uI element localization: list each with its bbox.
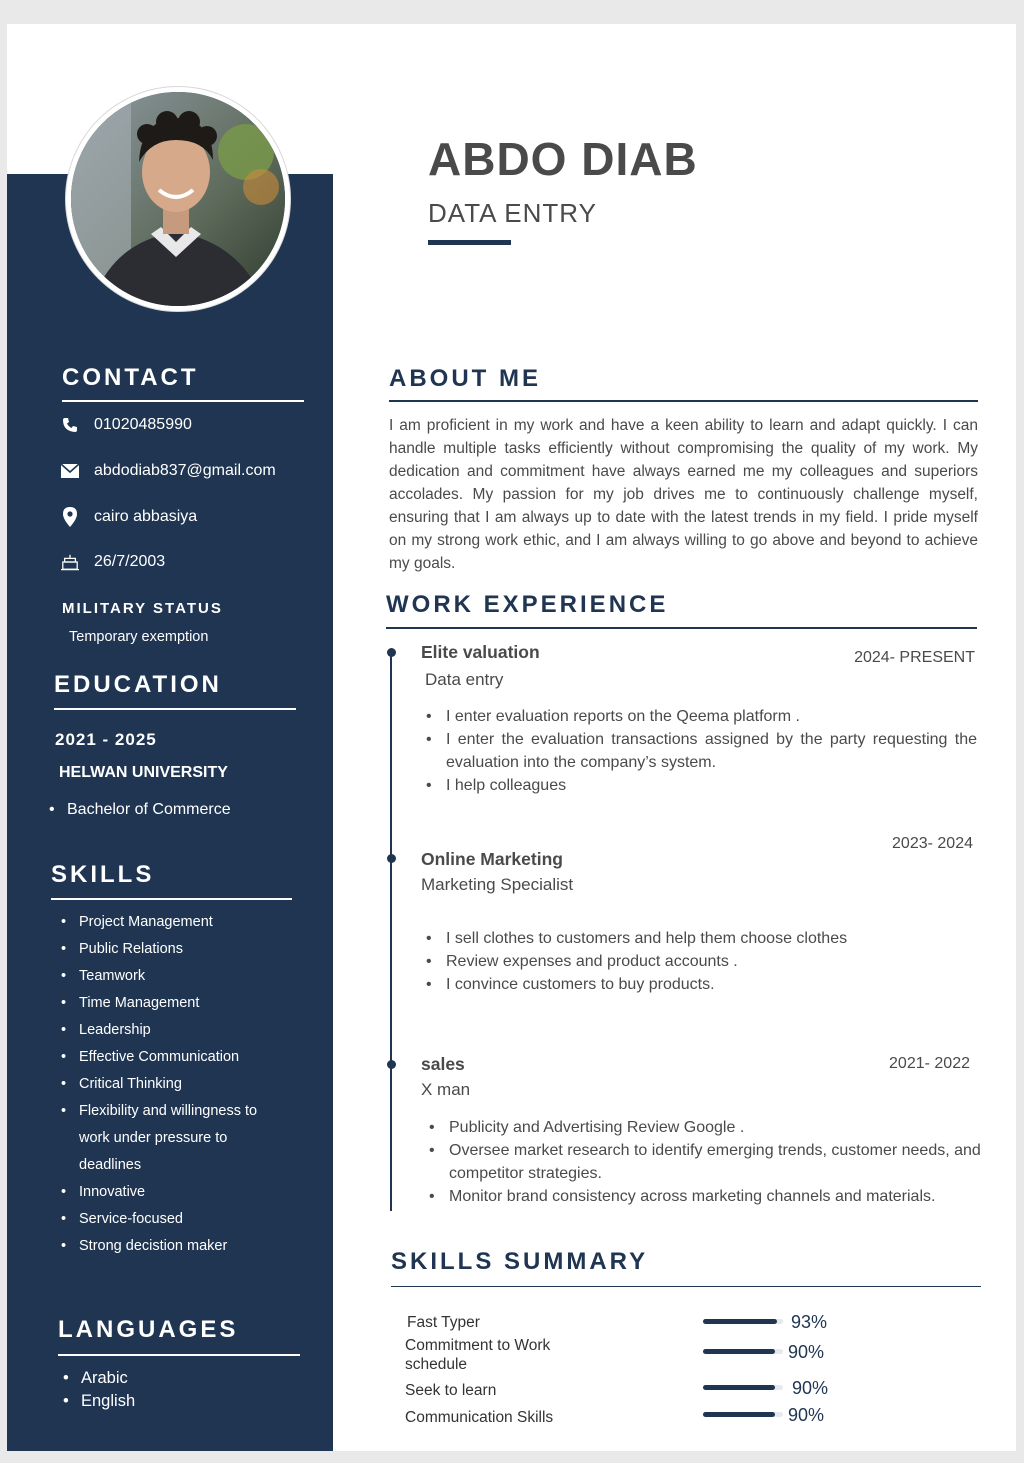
skill-item: • Innovative <box>61 1179 257 1206</box>
job-bullet: • I enter the evaluation transactions assigned by the party requesting the evaluation into the company’s system. <box>426 728 977 774</box>
skill-summary-bar <box>703 1412 775 1417</box>
about-divider <box>389 400 978 402</box>
job-company: Online Marketing <box>421 849 563 869</box>
skills-summary-divider <box>391 1286 981 1287</box>
languages-divider <box>58 1354 300 1356</box>
skill-item: • Leadership <box>61 1017 257 1044</box>
university-name: HELWAN UNIVERSITY <box>59 764 228 781</box>
skill-summary-percent: 90% <box>788 1405 825 1425</box>
job-bullet: • I enter evaluation reports on the Qeema platform . <box>426 705 977 728</box>
skill-item: • Time Management <box>61 990 257 1017</box>
job-company: sales <box>421 1054 465 1074</box>
military-status-value: Temporary exemption <box>69 629 209 645</box>
job-bullet: • I convince customers to buy products. <box>426 973 977 996</box>
education-divider <box>54 708 296 710</box>
job-dates: 2024- PRESENT <box>854 649 975 666</box>
about-heading: ABOUT ME <box>389 365 541 392</box>
languages-list <box>63 1367 135 1413</box>
skill-item: • Critical Thinking <box>61 1071 257 1098</box>
languages-heading: LANGUAGES <box>58 1316 239 1343</box>
about-text: I am proficient in my work and have a keen ability to learn and adapt quickly. I can handle multiple tasks efficiently without compromising the quality of my work. My dedication and commitment have always earned me my colleagues and superiors accolades. My passion for my job drives me to continuously challenge myself, ensuring that I am always up to date with the latest trends in my field. I pride myself on my strong work ethic, and I am always willing to go above and beyond to achieve my goals. <box>389 417 978 572</box>
skill-summary-label: Fast Typer <box>407 1314 480 1331</box>
skill-summary-bar <box>703 1319 777 1324</box>
skills-divider <box>51 898 292 900</box>
location-pin-icon <box>61 508 79 526</box>
candidate-role: DATA ENTRY <box>428 198 597 228</box>
job-bullet: • Monitor brand consistency across marketing channels and materials. <box>429 1185 985 1208</box>
degree-list <box>49 801 231 819</box>
skill-summary-bar <box>703 1385 775 1390</box>
phone-number[interactable]: 01020485990 <box>94 416 192 433</box>
location-text: cairo abbasiya <box>94 508 198 525</box>
skills-heading: SKILLS <box>51 861 155 888</box>
contact-phone <box>61 416 192 434</box>
education-heading: EDUCATION <box>54 671 222 698</box>
contact-email <box>61 462 276 480</box>
skill-item: • Strong decistion maker <box>61 1233 257 1260</box>
job-company: Elite valuation <box>421 642 540 662</box>
contact-birthdate <box>61 553 165 571</box>
contact-location <box>61 508 197 526</box>
job-bullets <box>426 705 977 797</box>
job-bullet: • I help colleagues <box>426 774 977 797</box>
military-status-heading: MILITARY STATUS <box>62 600 223 617</box>
timeline-dot <box>387 1060 396 1069</box>
job-bullets <box>429 1116 985 1208</box>
skill-summary-bar <box>703 1349 775 1354</box>
job-dates: 2021- 2022 <box>889 1055 970 1072</box>
skills-list <box>61 909 257 1260</box>
birthday-cake-icon <box>61 553 79 571</box>
job-bullet: • Review expenses and product accounts . <box>426 950 977 973</box>
skill-summary-percent: 93% <box>791 1312 828 1332</box>
job-dates: 2023- 2024 <box>892 835 973 852</box>
contact-divider <box>62 400 304 402</box>
job-bullet: • Oversee market research to identify emerging trends, customer needs, and competitor strategies. <box>429 1139 985 1185</box>
experience-timeline <box>390 651 392 1211</box>
skill-item-continued: work under pressure to <box>79 1130 228 1146</box>
experience-divider <box>386 627 977 629</box>
birthdate-text: 26/7/2003 <box>94 553 166 570</box>
education-years: 2021 - 2025 <box>55 730 157 749</box>
job-role: Data entry <box>425 670 504 689</box>
contact-heading: CONTACT <box>62 364 199 391</box>
job-bullets <box>426 927 977 996</box>
timeline-dot <box>387 854 396 863</box>
job-role: Marketing Specialist <box>421 875 574 894</box>
candidate-name: ABDO DIAB <box>428 133 698 185</box>
skill-item: • Flexibility and willingness to <box>61 1098 257 1125</box>
language-item: • English <box>63 1390 135 1413</box>
mail-icon <box>61 462 79 480</box>
skill-summary-label: Commitment to Work schedule <box>405 1337 551 1373</box>
email-address[interactable]: abdodiab837@gmail.com <box>94 462 276 479</box>
skill-item: • Project Management <box>61 909 257 936</box>
skill-summary-label: Seek to learn <box>405 1382 497 1399</box>
skill-item: • Teamwork <box>61 963 257 990</box>
experience-heading: WORK EXPERIENCE <box>386 591 669 618</box>
skill-item: • Public Relations <box>61 936 257 963</box>
skills-summary-heading: SKILLS SUMMARY <box>391 1248 649 1275</box>
language-item: • Arabic <box>63 1367 135 1390</box>
timeline-dot <box>387 648 396 657</box>
profile-photo <box>66 87 290 311</box>
skill-item: • Effective Communication <box>61 1044 257 1071</box>
job-bullet: • I sell clothes to customers and help them choose clothes <box>426 927 977 950</box>
skill-summary-percent: 90% <box>792 1378 829 1398</box>
role-underline <box>428 240 511 245</box>
job-bullet: • Publicity and Advertising Review Google . <box>429 1116 985 1139</box>
resume-page <box>7 24 1016 1451</box>
skill-summary-percent: 90% <box>788 1342 825 1362</box>
skill-item-continued: deadlines <box>79 1157 142 1173</box>
degree-item: • Bachelor of Commerce <box>49 801 231 819</box>
job-role: X man <box>421 1080 471 1099</box>
skill-summary-label: Communication Skills <box>405 1409 554 1426</box>
skill-item: • Service-focused <box>61 1206 257 1233</box>
phone-icon <box>61 416 79 434</box>
